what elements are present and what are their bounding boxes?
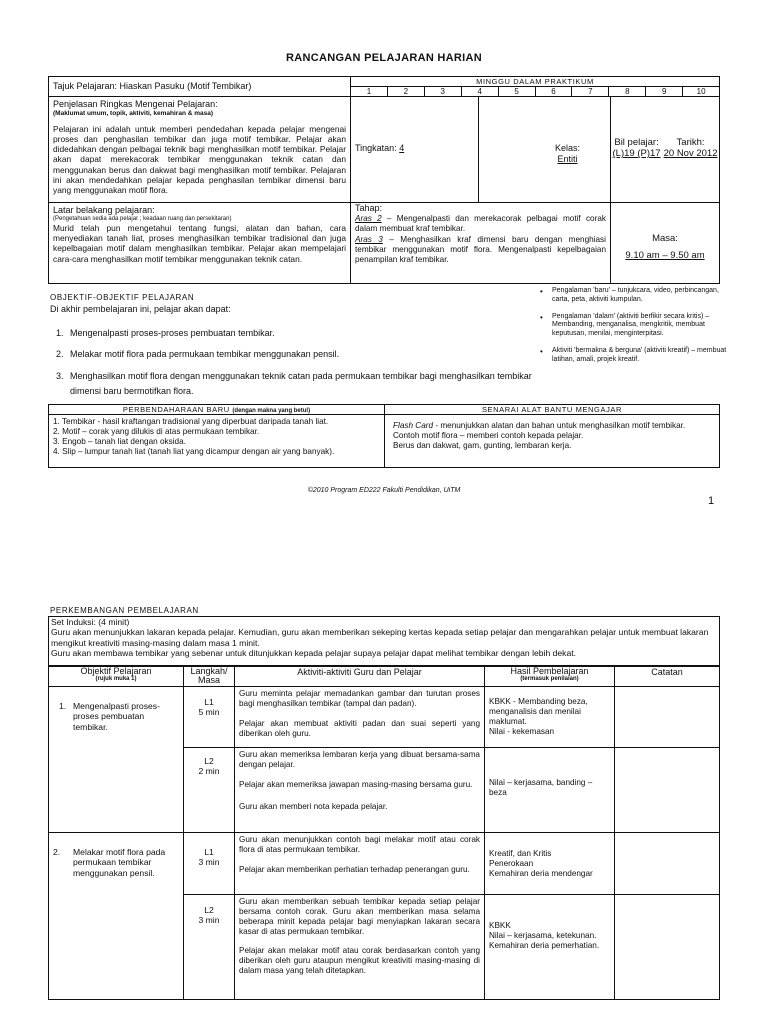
- penjelasan-text: Pelajaran ini adalah untuk memberi pendedahan kepada pelajar mengenai proses dan penghasilan tembikar dan juga motif tembikar. Pelajar akan didedahkan dengan pelbagai teknik bagi menghasilkan motif tembikar. Pelajar akan dapat merekacorak tembikar menggunakan teknik catan dan menggunakan berus dan dakwat bagi menghasilkan motif tembikar. Pelajaran ini akan mendedahkan pelajar kepada penghasilan tembikar dimensi baru yang menggunakan motif flora.: [53, 123, 346, 196]
- vocab-heading-cell: [49, 405, 385, 415]
- step-time: 3 min: [198, 915, 220, 926]
- objective-number: 1.: [56, 328, 64, 338]
- col-hasil-label: Hasil Pembelajaran: [510, 666, 589, 676]
- tahap-label: Tahap:: [355, 203, 383, 213]
- minggu-number-cell: 10: [696, 87, 706, 96]
- bil-value: (L)19 (P)17: [612, 148, 661, 160]
- step-time: 3 min: [198, 857, 220, 868]
- col-hasil-header: [485, 667, 615, 687]
- bil-tarikh-cell: [611, 97, 719, 203]
- activity-text: Guru akan memberi nota kepada pelajar.: [239, 802, 388, 811]
- vocab-item: 2. Motif – corak yang dilukis di atas permukaan tembikar.: [53, 426, 260, 436]
- step-2-1: [184, 833, 235, 895]
- objective-1-cell: [49, 687, 184, 833]
- step-label: L2: [204, 905, 214, 915]
- alat-line-3: Berus dan dakwat, gam, gunting, lembaran kerja.: [393, 440, 572, 450]
- objective-text: Mengenalpasti proses-proses pembuatan tembikar.: [70, 328, 275, 338]
- activity-text: Pelajar akan memberikan perhatian terhadap penerangan guru.: [239, 865, 470, 874]
- activity-1-2: [235, 748, 485, 833]
- latar-subheading: (Pengetahuan sedia ada pelajar ; keadaan ruang dan persekitaran): [53, 215, 232, 222]
- topic-text: Tajuk Pelajaran: Hiaskan Pasuku (Motif Tembikar): [53, 81, 252, 91]
- tingkatan-cell: [351, 97, 479, 203]
- objektif-heading: OBJEKTIF-OBJEKTIF PELAJARAN: [50, 293, 195, 302]
- minggu-number-cell: 1: [351, 87, 388, 96]
- activity-2-2: [235, 895, 485, 999]
- minggu-number-cell: 3: [425, 87, 462, 96]
- col-langkah-header: Langkah/ Masa: [184, 667, 235, 687]
- set-induksi-title: Set Induksi: (4 minit): [51, 617, 130, 627]
- activity-text: Pelajar akan melakar motif atau corak berdasarkan contoh yang diberikan oleh guru ataupun mengikut kreativiti masing-masing di dalam masa yang telah ditetapkan.: [239, 946, 480, 976]
- alat-heading: SENARAI ALAT BANTU MENGAJAR: [385, 405, 719, 415]
- minggu-label: MINGGU DALAM PRAKTIKUM: [351, 77, 719, 87]
- step-label: L1: [204, 847, 214, 857]
- hasil-1-1: KBKK - Membanding beza, menganalisis dan menilai maklumat. Nilai - kekemasan: [485, 687, 615, 748]
- step-label: L2: [204, 756, 214, 766]
- aras2-label: Aras 2: [355, 213, 382, 223]
- masa-label: Masa:: [652, 233, 678, 244]
- latar-text: Murid telah pun mengetahui tentang fungsi, alatan dan bahan, cara menyediakan tanah liat, proses menghasilkan tembikar tradisional dan juga kepelbagaian motif dalam menghasilkan tembikar. Pelajar akan mempelajari cara-cara menghasilkan motif tembikar menggunakan teknik catan.: [53, 222, 346, 264]
- catatan-2-2: [615, 895, 719, 999]
- alat-list: [385, 415, 719, 467]
- penjelasan-cell: [49, 97, 351, 203]
- tarikh-value: 20 Nov 2012: [663, 148, 718, 160]
- objective-number: 3.: [56, 370, 64, 381]
- hasil-1-2: Nilai – kerjasama, banding – beza: [485, 748, 615, 833]
- objective-text: Melakar motif flora pada permukaan tembikar menggunakan pensil.: [70, 349, 340, 360]
- objective-item: [56, 369, 536, 400]
- development-table: [48, 666, 720, 1000]
- latar-heading: Latar belakang pelajaran:: [53, 205, 155, 215]
- col-objektif-sub: (rujuk muka 1): [95, 676, 137, 683]
- activity-text: Guru meminta pelajar memadankan gambar dan turutan proses bagi menghasilkan tembikar (tampal dan padan).: [239, 689, 480, 708]
- experience-note: • Pengalaman 'baru' – tunjukcara, video, perbincangan, carta, peta, aktiviti kumpulan.: [540, 287, 730, 305]
- topic-cell: [49, 77, 351, 97]
- vocab-item: 4. Slip – lumpur tanah liat (tanah liat yang dicampur dengan air yang banyak).: [53, 446, 335, 456]
- penjelasan-subheading: (Maklumat umum, topik, aktiviti, kemahiran & masa): [53, 109, 214, 117]
- perkembangan-heading: PERKEMBANGAN PEMBELAJARAN: [50, 606, 199, 615]
- experience-note: • Pengalaman 'dalam' (aktiviti berfikir secara kritis) – Membanding, menganalisa, mengkritik, membuat keputusan, menilai, menginterpitasi.: [540, 313, 730, 339]
- step-2-2: [184, 895, 235, 999]
- tarikh-label: Tarikh:: [676, 137, 705, 148]
- lesson-header-table: [48, 76, 720, 284]
- objective-item: [56, 347, 536, 362]
- aras3-text: – Menghasilkan kraf dimensi baru dengan menghiasi tembikar menggunakan motif flora. Mengenalpasti kepelbagaian penampilan kraf tembikar.: [355, 235, 606, 265]
- step-label: L1: [204, 697, 214, 707]
- set-induksi-text-2: Guru akan membawa tembikar yang sebenar untuk ditunjukkan kepada pelajar supaya pelajar dapat melihat tembikar dengan lebih dekat.: [51, 647, 577, 658]
- alat-flash-label: Flash Card: [393, 421, 434, 430]
- step-1-1: [184, 687, 235, 748]
- step-time: 5 min: [198, 707, 220, 718]
- activity-text: Guru akan memberikan sebuah tembikar kepada setiap pelajar bersama contoh corak. Guru akan memberikan masa selama beberapa minit kepada pelajar bagi menyiapkan lakaran secara kasar di atas permukaan tembikar.: [239, 897, 480, 936]
- objective-2-text: Melakar motif flora pada permukaan tembikar menggunakan pensil.: [73, 847, 166, 878]
- vocab-list: [49, 415, 385, 467]
- page-number: 1: [708, 495, 715, 507]
- objective-number: 2.: [56, 349, 64, 360]
- col-aktiviti-header: Aktiviti-aktiviti Guru dan Pelajar: [235, 667, 485, 687]
- penjelasan-heading: Penjelasan Ringkas Mengenai Pelajaran:: [53, 99, 218, 109]
- footer: ©2010 Program ED222 Fakulti Pendidikan, UiTM: [307, 487, 461, 494]
- bil-label: Bil pelajar:: [614, 137, 659, 148]
- perbendaharaan-heading: PERBENDAHARAAN BARU: [122, 405, 230, 414]
- activity-1-1: [235, 687, 485, 748]
- activity-text: Pelajar akan memeriksa jawapan masing-masing bersama guru.: [239, 780, 473, 789]
- vocab-item: 3. Engob – tanah liat dengan oksida.: [53, 436, 186, 446]
- objective-2-num: 2.: [53, 847, 61, 857]
- kelas-label: Kelas:: [554, 143, 580, 153]
- vocab-item: 1. Tembikar - hasil kraftangan tradisional yang diperbuat daripada tanah liat.: [53, 417, 329, 426]
- set-induksi-box: [48, 616, 720, 666]
- col-catatan-header: Catatan: [615, 667, 719, 687]
- perbendaharaan-subheading: (dengan makna yang betul): [232, 408, 311, 414]
- objective-1-text: Mengenalpasti proses-proses pembuatan tembikar.: [73, 701, 160, 732]
- minggu-number-cell: 8: [609, 87, 646, 96]
- kelas-cell: [479, 97, 611, 203]
- minggu-numbers-row: [351, 87, 719, 97]
- activity-2-1: [235, 833, 485, 895]
- objective-list: [56, 326, 536, 405]
- latar-cell: [49, 203, 351, 283]
- objective-text: Menghasilkan motif flora dengan menggunakan teknik catan pada permukaan tembikar bagi menghasilkan tembikar dimensi baru bermotifkan flora.: [70, 370, 532, 396]
- aras3-label: Aras 3: [355, 235, 383, 245]
- kelas-value: Entiti: [557, 153, 578, 164]
- step-time: 2 min: [198, 766, 220, 777]
- catatan-2-1: [615, 833, 719, 895]
- step-1-2: [184, 748, 235, 833]
- objektif-intro: Di akhir pembelajaran ini, pelajar akan dapat:: [50, 304, 231, 314]
- catatan-1-2: [615, 748, 719, 833]
- tahap-cell: [351, 203, 611, 283]
- objective-1-num: 1.: [59, 701, 67, 711]
- activity-text: Pelajar akan membuat aktiviti padan dan suai seperti yang diberikan oleh guru.: [239, 719, 480, 738]
- activity-text: Guru akan memeriksa lembaran kerja yang dibuat bersama-sama dengan pelajar.: [239, 750, 480, 769]
- tingkatan-label: Tingkatan:: [355, 143, 397, 153]
- objective-2-cell: [49, 833, 184, 999]
- vocab-tools-table: [48, 404, 720, 468]
- activity-text: Guru akan menunjukkan contoh bagi melakar motif atau corak flora di atas permukaan tembikar.: [239, 835, 480, 854]
- set-induksi-text-1: Guru akan menunjukkan lakaran kepada pelajar. Kemudian, guru akan memberikan sekeping kertas kepada setiap pelajar dan mengarahkan pelajar untuk membuat lakaran mengikut kreativiti masing-masing dalam masa 1 minit.: [51, 627, 709, 648]
- hasil-2-2: KBKK Nilai – kerjasama, ketekunan. Kemahiran deria pemerhatian.: [485, 895, 615, 999]
- alat-line-2: Contoh motif flora – memberi contoh kepada pelajar.: [393, 430, 584, 440]
- aras2-text: – Mengenalpasti dan merekacorak pelbagai motif corak dalam membuat kraf tembikar.: [355, 213, 606, 233]
- minggu-number-cell: 7: [572, 87, 609, 96]
- masa-value: 9.10 am – 9.50 am: [625, 250, 705, 262]
- minggu-number-cell: 2: [388, 87, 425, 96]
- col-objektif-label: Objektif Pelajaran: [80, 666, 152, 676]
- minggu-number-cell: 4: [462, 87, 499, 96]
- minggu-number-cell: 9: [646, 87, 683, 96]
- minggu-number-cell: 6: [536, 87, 573, 96]
- hasil-2-1: Kreatif, dan Kritis Penerokaan Kemahiran deria mendengar: [485, 833, 615, 895]
- experience-notes: [540, 287, 730, 372]
- masa-cell: [611, 203, 719, 283]
- minggu-number-cell: 5: [499, 87, 536, 96]
- tingkatan-value: 4: [399, 143, 405, 153]
- alat-flash-text: - menunjukkan alatan dan bahan untuk menghasilkan motif tembikar.: [433, 421, 686, 430]
- catatan-1-1: [615, 687, 719, 748]
- col-hasil-sub: (termasuk penilaian): [520, 676, 579, 683]
- page-title: RANCANGAN PELAJARAN HARIAN: [285, 52, 483, 64]
- experience-note: • Aktiviti 'bermakna & berguna' (aktiviti kreatif) – membuat latihan, amali, projek kreatif.: [540, 347, 730, 365]
- objective-item: [56, 326, 536, 341]
- col-objektif-header: [49, 667, 184, 687]
